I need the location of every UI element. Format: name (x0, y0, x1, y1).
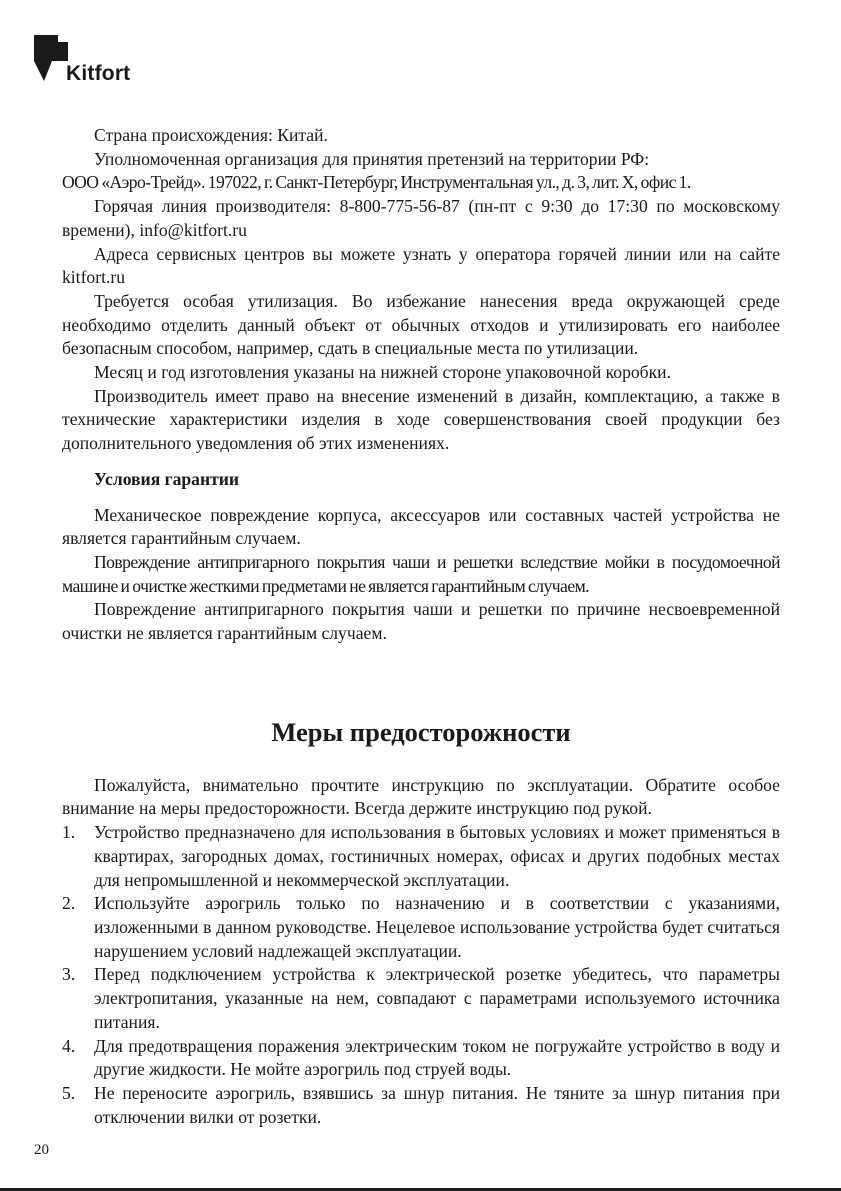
warranty-heading: Условия гарантии (94, 468, 240, 489)
list-item (62, 1082, 780, 1129)
list-item-text: Используйте аэрогриль только по назначению и в соответствии с указаниями, изложенными в данном руководстве. Нецелевое использование устройства будет считаться нарушением условий надлежащей эксплуатации. (94, 893, 780, 961)
list-item-text: Для предотвращения поражения электрическим током не погружайте устройство в воду и другие жидкости. Не мойте аэрогриль под струей воды. (94, 1035, 780, 1080)
list-item-number: 3. (62, 964, 76, 985)
list-item-text: Не переносите аэрогриль, взявшись за шнур питания. Не тяните за шнур питания при отключении вилки от розетки. (94, 1082, 780, 1127)
authorized-org-paragraph: Уполномоченная организация для принятия претензий на территории РФ: (94, 148, 650, 169)
page-number: 20 (34, 1142, 49, 1158)
precautions-intro: Пожалуйста, внимательно прочтите инструкцию по эксплуатации. Обратите особое внимание на меры предосторожности. Всегда держите инструкцию под рукой. (62, 774, 780, 819)
list-item-number: 2. (62, 893, 76, 914)
list-item (62, 821, 780, 892)
service-centers-paragraph: Адреса сервисных центров вы можете узнать у оператора горячей линии или на сайте kitfort.ru (62, 243, 780, 288)
list-item (62, 892, 780, 963)
warranty-paragraph: Механическое повреждение корпуса, аксессуаров или составных частей устройства не является гарантийным случаем. (62, 504, 780, 549)
changes-notice-paragraph: Производитель имеет право на внесение изменений в дизайн, комплектацию, а также в технические характеристики изделия в ходе совершенствования своей продукции без дополнительного уведомления об этих изменениях. (62, 385, 780, 454)
list-item-number: 5. (62, 1082, 76, 1103)
origin-paragraph: Страна происхождения: Китай. (94, 125, 328, 145)
warranty-paragraph: Повреждение антипригарного покрытия чаши и решетки вследствие мойки в посудомоечной машине и очистке жесткими предметами не является гарантийным случаем. (62, 551, 780, 596)
warranty-paragraph: Повреждение антипригарного покрытия чаши и решетки по причине несвоевременной очистки не является гарантийным случаем. (62, 599, 780, 644)
hotline-paragraph: Горячая линия производителя: 8-800-775-56-87 (пн-пт с 9:30 до 17:30 по московскому времени), info@kitfort.ru (62, 196, 780, 240)
list-item-text: Перед подключением устройства к электрической розетке убедитесь, что параметры электропитания, указанные на нем, совпадают с параметрами используемого источника питания. (94, 964, 780, 1032)
precautions-list (62, 821, 780, 1129)
manufacture-date-paragraph: Месяц и год изготовления указаны на нижней стороне упаковочной коробки. (94, 362, 671, 383)
kitfort-logo (32, 33, 142, 85)
disposal-paragraph: Требуется особая утилизация. Во избежание нанесения вреда окружающей среде необходимо отделить данный объект от обычных отходов и утилизировать его наиболее безопасным способом, например, сдать в специальные места по утилизации. (62, 290, 780, 359)
page-content (62, 124, 780, 1129)
section-title: Меры предосторожности (271, 716, 571, 747)
logo-wordmark: Kitfort (66, 62, 131, 85)
list-item (62, 1035, 780, 1082)
list-item-number: 4. (62, 1035, 76, 1056)
address-paragraph: ООО «Аэро-Трейд». 197022, г. Санкт-Петербург, Инструментальная ул., д. 3, лит. Х, офис 1. (62, 172, 691, 193)
list-item-number: 1. (62, 822, 76, 843)
list-item-text: Устройство предназначено для использования в бытовых условиях и может применяться в квартирах, загородных домах, гостиничных номерах, офисах и других подобных местах для непромышленной и некоммерческой эксплуатации. (94, 822, 780, 890)
list-item (62, 963, 780, 1034)
